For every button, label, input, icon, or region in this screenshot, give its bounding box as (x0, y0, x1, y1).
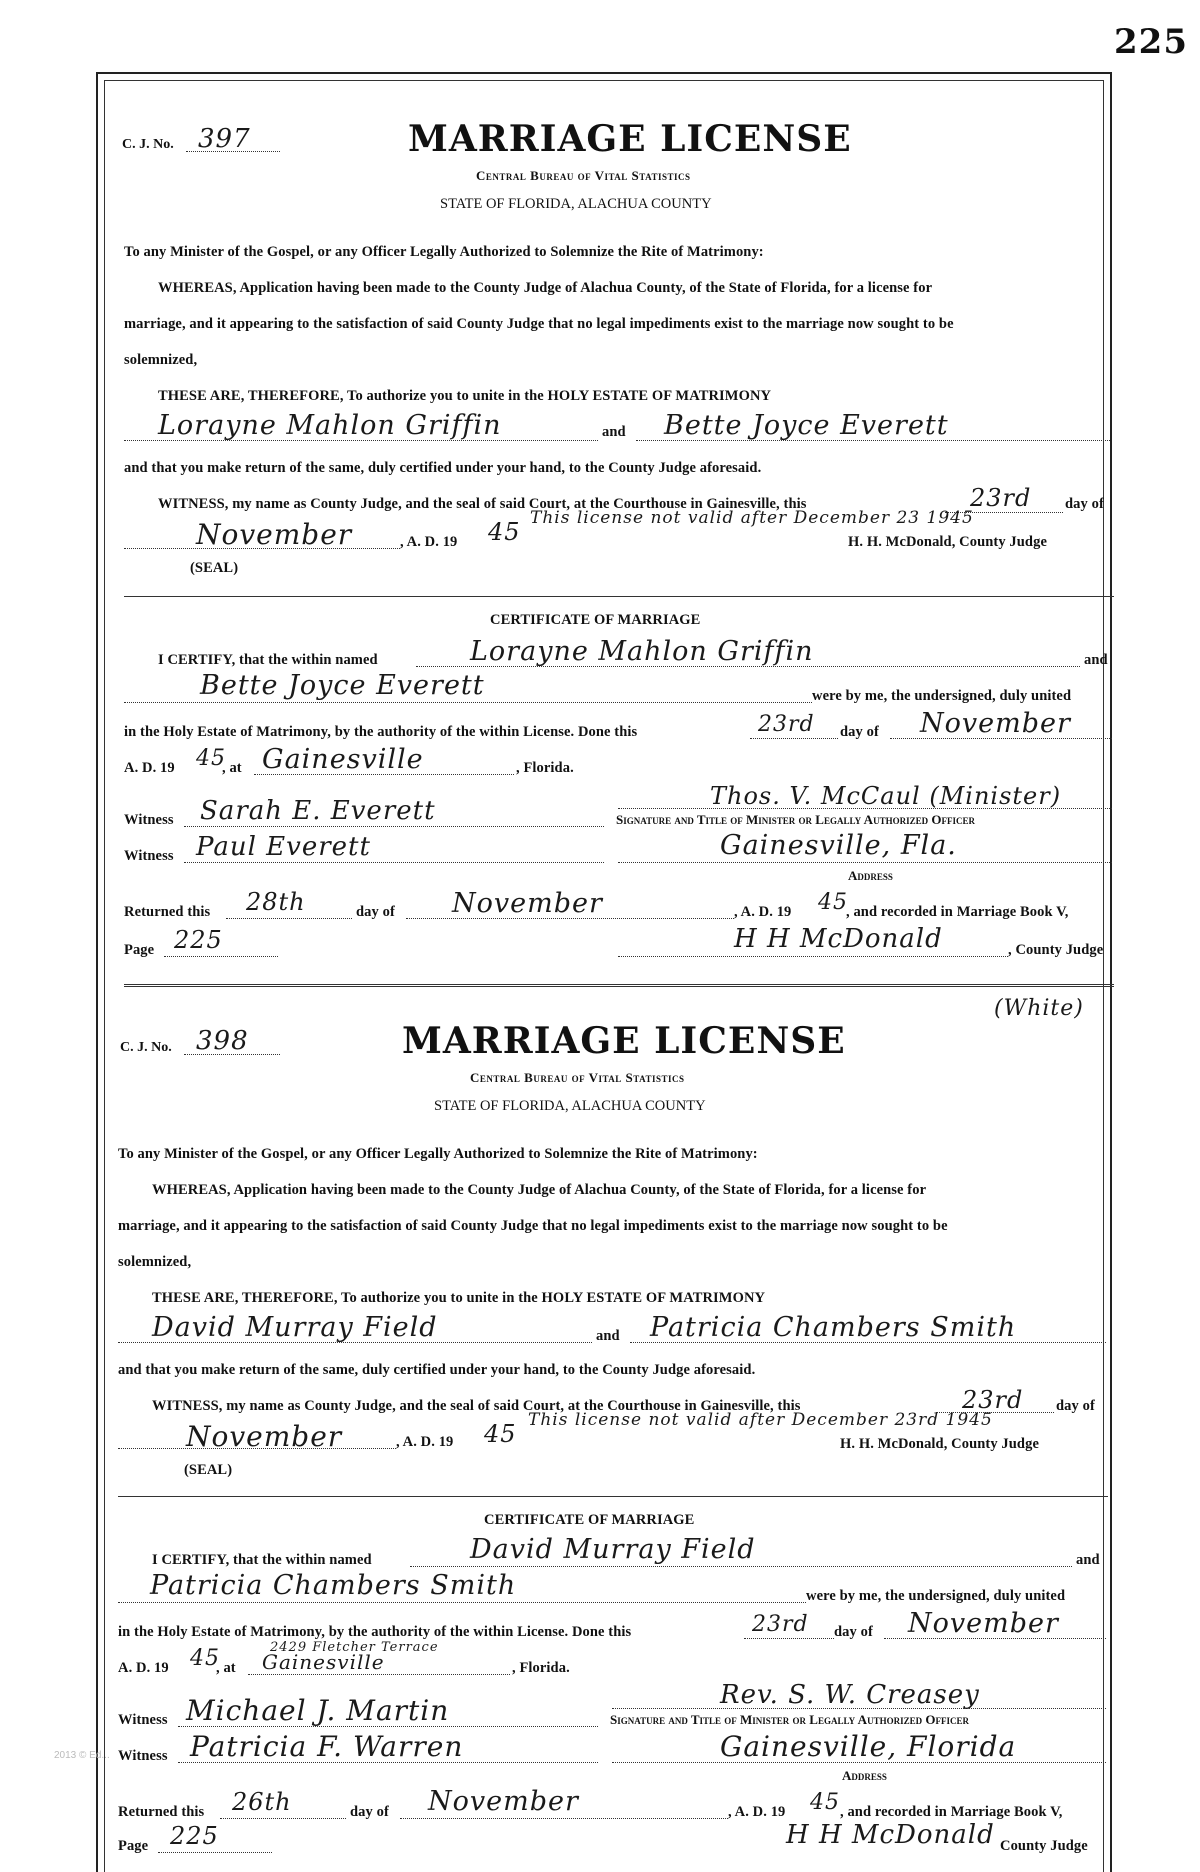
were-by-me: were by me, the undersigned, duly united (812, 688, 1072, 704)
marriage-place: Gainesville (262, 744, 424, 775)
signature-title-label: Signature and Title of Minister or Legally Authorized Officer (616, 812, 975, 827)
minister-address: Gainesville, Fla. (720, 830, 957, 861)
license-year: 45 (488, 518, 521, 546)
minister-signature: Thos. V. McCaul (Minister) (710, 782, 1062, 810)
whereas-line-1: WHEREAS, Application having been made to the County Judge of Alachua County, of the State of Florida, for a license for (158, 280, 933, 296)
address-label: Address (848, 868, 893, 883)
done-month: November (920, 708, 1071, 739)
florida-label: , Florida. (512, 1660, 570, 1676)
done-day-of: day of (840, 724, 879, 740)
page-value: 225 (174, 926, 223, 954)
cj-number: 397 (198, 124, 251, 154)
license-title: MARRIAGE LICENSE (408, 118, 852, 160)
returned-day-of: day of (356, 904, 395, 920)
done-day: 23rd (752, 1612, 809, 1637)
judge-signature-label: H. H. McDonald, County Judge (848, 534, 1047, 550)
bride-name: Bette Joyce Everett (664, 410, 949, 441)
return-line: and that you make return of the same, duly certified under your hand, to the County Judge aforesaid. (118, 1362, 756, 1378)
cert-bride-name: Patricia Chambers Smith (150, 1570, 517, 1601)
county-judge-label: , County Judge (1008, 942, 1104, 958)
holy-estate-line: in the Holy Estate of Matrimony, by the authority of the within License. Done this (124, 724, 638, 740)
license-day: 23rd (962, 1386, 1024, 1414)
race-note: (White) (994, 996, 1084, 1021)
witness-2-name: Paul Everett (196, 832, 371, 862)
page-number: 225 (1114, 22, 1188, 62)
returned-month: November (452, 888, 603, 919)
validity-note: This license not valid after December 23rd 1945 (528, 1410, 993, 1430)
witness-1-label: Witness (118, 1712, 168, 1728)
seal-label: (SEAL) (190, 560, 239, 576)
returned-day-of: day of (350, 1804, 389, 1820)
record-separator (124, 984, 1114, 987)
page-label: Page (124, 942, 155, 958)
license-year: 45 (484, 1420, 517, 1448)
done-day: 23rd (758, 712, 815, 737)
whereas-line-3: solemnized, (124, 352, 198, 368)
returned-day: 28th (246, 888, 306, 916)
certificate-title: CERTIFICATE OF MARRIAGE (490, 612, 701, 628)
cert-and-word: and (1076, 1552, 1100, 1568)
license-month: November (196, 518, 353, 551)
cert-groom-name: Lorayne Mahlon Griffin (470, 636, 814, 667)
returned-month: November (428, 1786, 579, 1817)
groom-name: David Murray Field (152, 1312, 438, 1343)
done-month: November (908, 1608, 1059, 1639)
whereas-line-2: marriage, and it appearing to the satisfaction of said County Judge that no legal impediments exist to the marriage now sought to be (118, 1218, 948, 1234)
judge-signature: H H McDonald (786, 1820, 995, 1850)
holy-estate-line: in the Holy Estate of Matrimony, by the authority of the within License. Done this (118, 1624, 632, 1640)
whereas-line-1: WHEREAS, Application having been made to the County Judge of Alachua County, of the State of Florida, for a license for (152, 1182, 927, 1198)
day-of-label: day of (1056, 1398, 1095, 1414)
cj-label: C. J. No. (120, 1040, 172, 1055)
witness-1-name: Sarah E. Everett (200, 796, 436, 826)
address-line: To any Minister of the Gospel, or any Officer Legally Authorized to Solemnize the Rite of Matrimony: (124, 244, 764, 260)
returned-day: 26th (232, 1788, 292, 1816)
ad-label: , A. D. 19 (400, 534, 458, 550)
bureau-subtitle: Central Bureau of Vital Statistics (470, 1070, 685, 1085)
ad-label: , A. D. 19 (396, 1434, 454, 1450)
groom-name: Lorayne Mahlon Griffin (158, 410, 502, 441)
seal-label: (SEAL) (184, 1462, 233, 1478)
cj-number: 398 (196, 1026, 249, 1056)
return-line: and that you make return of the same, duly certified under your hand, to the County Judge aforesaid. (124, 460, 762, 476)
judge-signature: H H McDonald (734, 924, 943, 954)
florida-label: , Florida. (516, 760, 574, 776)
day-of-label: day of (1065, 496, 1104, 512)
returned-year: 45 (818, 890, 848, 915)
minister-address: Gainesville, Florida (720, 1730, 1017, 1763)
state-county: STATE OF FLORIDA, ALACHUA COUNTY (440, 196, 712, 212)
license-day: 23rd (970, 484, 1032, 512)
copyright-watermark: 2013 © Ed... (54, 1750, 110, 1761)
cert-groom-name: David Murray Field (470, 1534, 756, 1565)
witness-line: WITNESS, my name as County Judge, and the seal of said Court, at the Courthouse in Gainesville, this (158, 496, 807, 512)
page-label: Page (118, 1838, 149, 1854)
address-label: Address (842, 1768, 887, 1783)
address-line: To any Minister of the Gospel, or any Officer Legally Authorized to Solemnize the Rite of Matrimony: (118, 1146, 758, 1162)
certify-label: I CERTIFY, that the within named (158, 652, 378, 668)
witness-1-label: Witness (124, 812, 174, 828)
cert-bride-name: Bette Joyce Everett (200, 670, 485, 701)
witness-2-label: Witness (118, 1748, 168, 1764)
returned-label: Returned this (124, 904, 211, 920)
cert-ad-label: A. D. 19 (124, 760, 175, 776)
bureau-subtitle: Central Bureau of Vital Statistics (476, 168, 691, 183)
recorded-ad: , A. D. 19 (734, 904, 792, 920)
bride-name: Patricia Chambers Smith (650, 1312, 1017, 1343)
judge-signature-label: H. H. McDonald, County Judge (840, 1436, 1039, 1452)
cj-label: C. J. No. (122, 137, 174, 152)
county-judge-label: County Judge (1000, 1838, 1088, 1854)
at-label: , at (216, 1660, 236, 1676)
returned-year: 45 (810, 1790, 840, 1815)
and-word: and (602, 424, 626, 440)
signature-title-label: Signature and Title of Minister or Legally Authorized Officer (610, 1712, 969, 1727)
cert-ad-label: A. D. 19 (118, 1660, 169, 1676)
whereas-line-2: marriage, and it appearing to the satisfaction of said County Judge that no legal impediments exist to the marriage now sought to be (124, 316, 954, 332)
certificate-title: CERTIFICATE OF MARRIAGE (484, 1512, 695, 1528)
minister-signature: Rev. S. W. Creasey (720, 1680, 980, 1710)
validity-note: This license not valid after December 23 1945 (530, 508, 974, 528)
witness-2-label: Witness (124, 848, 174, 864)
were-by-me: were by me, the undersigned, duly united (806, 1588, 1066, 1604)
these-are-line: THESE ARE, THEREFORE, To authorize you to unite in the HOLY ESTATE OF MATRIMONY (158, 388, 772, 404)
place-note: 2429 Fletcher Terrace (270, 1640, 439, 1655)
whereas-line-3: solemnized, (118, 1254, 192, 1270)
recorded-text: , and recorded in Marriage Book V, (840, 1804, 1063, 1820)
cert-and-word: and (1084, 652, 1108, 668)
license-month: November (186, 1420, 343, 1453)
these-are-line: THESE ARE, THEREFORE, To authorize you to unite in the HOLY ESTATE OF MATRIMONY (152, 1290, 766, 1306)
recorded-ad: , A. D. 19 (728, 1804, 786, 1820)
license-title: MARRIAGE LICENSE (402, 1020, 846, 1062)
state-county: STATE OF FLORIDA, ALACHUA COUNTY (434, 1098, 706, 1114)
witness-line: WITNESS, my name as County Judge, and the seal of said Court, at the Courthouse in Gainesville, this (152, 1398, 801, 1414)
page-value: 225 (170, 1822, 219, 1850)
witness-1-name: Michael J. Martin (186, 1694, 450, 1727)
at-label: , at (222, 760, 242, 776)
certify-label: I CERTIFY, that the within named (152, 1552, 372, 1568)
witness-2-name: Patricia F. Warren (190, 1730, 464, 1763)
done-day-of: day of (834, 1624, 873, 1640)
cert-year: 45 (196, 746, 226, 771)
returned-label: Returned this (118, 1804, 205, 1820)
cert-year: 45 (190, 1646, 220, 1671)
marriage-place: Gainesville (262, 1650, 385, 1674)
recorded-text: , and recorded in Marriage Book V, (846, 904, 1069, 920)
and-word: and (596, 1328, 620, 1344)
